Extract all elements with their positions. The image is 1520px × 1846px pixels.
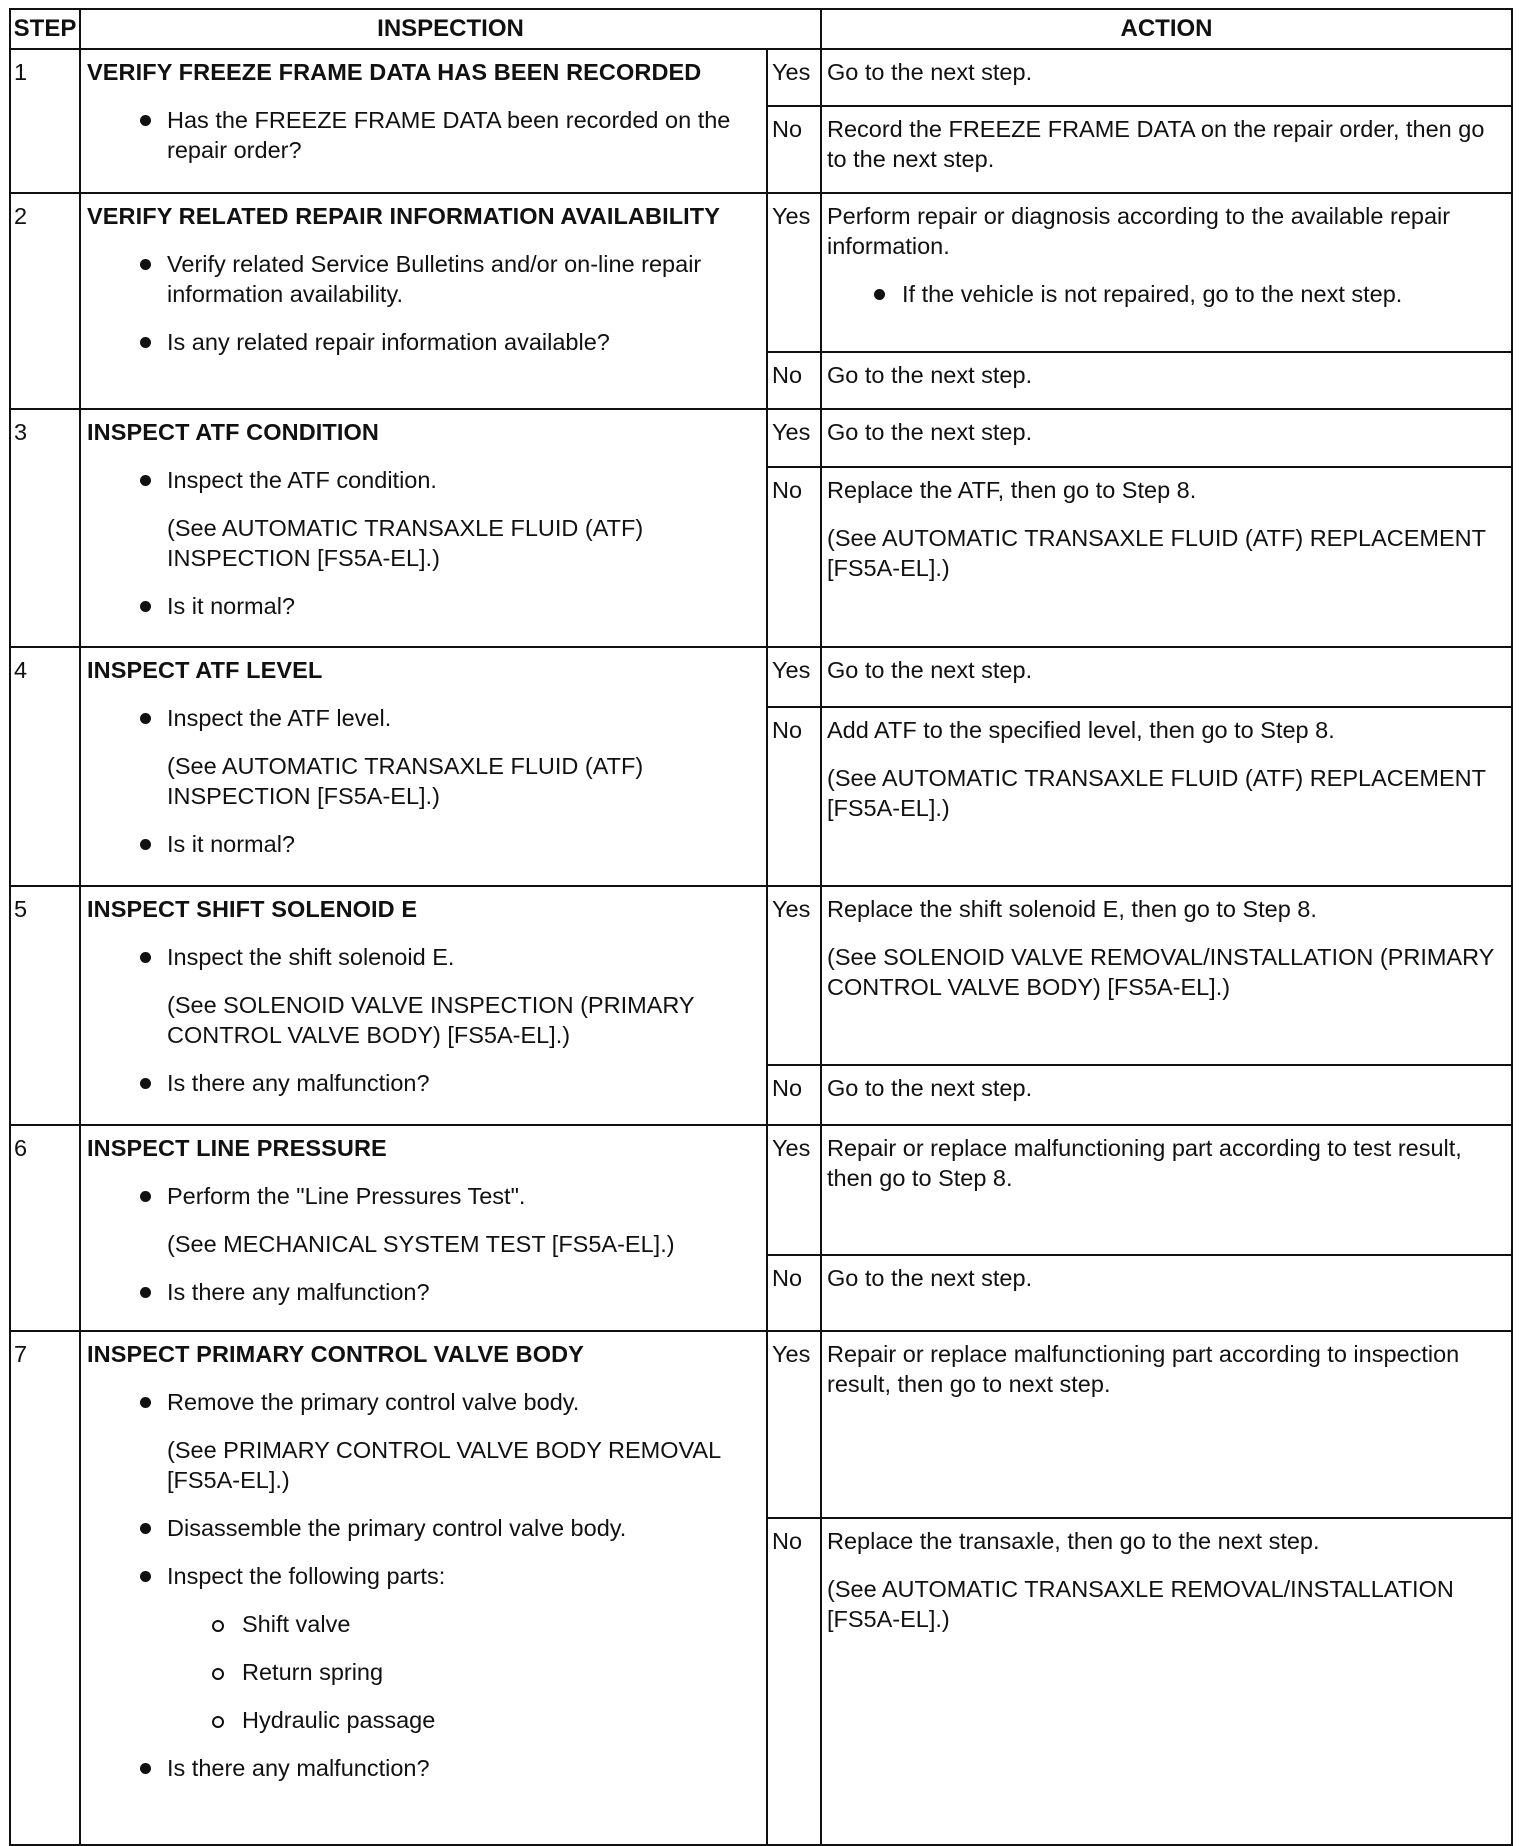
inspection-cell xyxy=(80,1125,767,1331)
step-number: 4 xyxy=(10,647,80,886)
no-label: No xyxy=(767,1518,821,1845)
table-header-row xyxy=(10,9,1512,49)
inspection-cell xyxy=(80,886,767,1125)
inspection-cell xyxy=(80,647,767,886)
no-action xyxy=(821,1255,1512,1331)
inspection-bullet: Is it normal? xyxy=(87,829,760,859)
inspection-bullet: Is there any malfunction? xyxy=(87,1753,760,1783)
step-3-yes-row xyxy=(10,409,1512,467)
action-bullet: If the vehicle is not repaired, go to the next step. xyxy=(827,279,1507,309)
yes-action xyxy=(821,409,1512,467)
yes-label: Yes xyxy=(767,647,821,707)
no-label: No xyxy=(767,1065,821,1125)
inspection-bullet: Is there any malfunction? xyxy=(87,1277,760,1307)
inspection-bullet: Is there any malfunction? xyxy=(87,1068,760,1098)
step-number: 6 xyxy=(10,1125,80,1331)
action-text: Replace the ATF, then go to Step 8. xyxy=(827,477,1197,503)
action-text: Record the FREEZE FRAME DATA on the repair order, then go to the next step. xyxy=(827,116,1485,172)
yes-label: Yes xyxy=(767,49,821,106)
step-number: 1 xyxy=(10,49,80,193)
no-label: No xyxy=(767,467,821,647)
inspection-reference: (See SOLENOID VALVE INSPECTION (PRIMARY CONTROL VALVE BODY) [FS5A-EL].) xyxy=(167,992,695,1048)
no-action xyxy=(821,1065,1512,1125)
inspection-bullet: Inspect the following parts: xyxy=(87,1561,760,1591)
inspection-reference: (See PRIMARY CONTROL VALVE BODY REMOVAL [FS5A-EL].) xyxy=(167,1437,721,1493)
action-text: Perform repair or diagnosis according to the available repair information. xyxy=(827,203,1451,259)
action-text: Go to the next step. xyxy=(827,657,1033,683)
inspection-cell xyxy=(80,1331,767,1845)
action-text: Go to the next step. xyxy=(827,1265,1033,1291)
inspection-title: VERIFY FREEZE FRAME DATA HAS BEEN RECORDED xyxy=(87,59,702,85)
step-7-yes-row xyxy=(10,1331,1512,1518)
header-action: ACTION xyxy=(821,9,1512,49)
inspection-title: INSPECT LINE PRESSURE xyxy=(87,1135,387,1161)
inspection-reference: (See AUTOMATIC TRANSAXLE FLUID (ATF) INSPECTION [FS5A-EL].) xyxy=(167,515,644,571)
no-action xyxy=(821,1518,1512,1845)
action-text: Repair or replace malfunctioning part according to test result, then go to Step 8. xyxy=(827,1135,1462,1191)
step-5-yes-row xyxy=(10,886,1512,1065)
no-action xyxy=(821,707,1512,886)
yes-action xyxy=(821,49,1512,106)
no-action xyxy=(821,106,1512,193)
inspection-cell xyxy=(80,193,767,409)
yes-label: Yes xyxy=(767,1331,821,1518)
step-1-yes-row xyxy=(10,49,1512,106)
inspection-title: INSPECT PRIMARY CONTROL VALVE BODY xyxy=(87,1341,584,1367)
step-number: 5 xyxy=(10,886,80,1125)
action-text: Go to the next step. xyxy=(827,59,1033,85)
step-6-yes-row xyxy=(10,1125,1512,1255)
inspection-reference: (See AUTOMATIC TRANSAXLE FLUID (ATF) INSPECTION [FS5A-EL].) xyxy=(167,753,644,809)
no-label: No xyxy=(767,707,821,886)
step-4-yes-row xyxy=(10,647,1512,707)
yes-action xyxy=(821,647,1512,707)
inspection-cell xyxy=(80,49,767,193)
action-text: Go to the next step. xyxy=(827,419,1033,445)
no-label: No xyxy=(767,1255,821,1331)
action-text: Go to the next step. xyxy=(827,362,1033,388)
step-number: 2 xyxy=(10,193,80,409)
diagnostic-procedure-table xyxy=(9,8,1513,1846)
inspection-bullet: Perform the "Line Pressures Test". xyxy=(87,1181,760,1211)
inspection-title: INSPECT ATF LEVEL xyxy=(87,657,323,683)
step-number: 3 xyxy=(10,409,80,647)
inspection-bullet: Inspect the ATF level. xyxy=(87,703,760,733)
no-label: No xyxy=(767,352,821,409)
yes-action xyxy=(821,1331,1512,1518)
inspection-subitem: Return spring xyxy=(87,1657,760,1687)
inspection-bullet: Verify related Service Bulletins and/or on-line repair information availability. xyxy=(87,249,760,309)
inspection-reference: (See MECHANICAL SYSTEM TEST [FS5A-EL].) xyxy=(167,1231,675,1257)
yes-label: Yes xyxy=(767,409,821,467)
inspection-bullet: Remove the primary control valve body. xyxy=(87,1387,760,1417)
step-2-yes-row xyxy=(10,193,1512,352)
yes-action xyxy=(821,1125,1512,1255)
no-action xyxy=(821,352,1512,409)
action-reference: (See AUTOMATIC TRANSAXLE FLUID (ATF) REPLACEMENT [FS5A-EL].) xyxy=(827,525,1486,581)
header-step: STEP xyxy=(10,9,80,49)
action-text: Replace the shift solenoid E, then go to Step 8. xyxy=(827,896,1317,922)
yes-action xyxy=(821,886,1512,1065)
yes-label: Yes xyxy=(767,1125,821,1255)
inspection-title: INSPECT ATF CONDITION xyxy=(87,419,379,445)
inspection-cell xyxy=(80,409,767,647)
inspection-bullet: Inspect the ATF condition. xyxy=(87,465,760,495)
action-text: Repair or replace malfunctioning part according to inspection result, then go to next step. xyxy=(827,1341,1460,1397)
inspection-bullet: Is it normal? xyxy=(87,591,760,621)
yes-action xyxy=(821,193,1512,352)
action-text: Go to the next step. xyxy=(827,1075,1033,1101)
yes-label: Yes xyxy=(767,886,821,1065)
inspection-title: VERIFY RELATED REPAIR INFORMATION AVAILABILITY xyxy=(87,203,721,229)
inspection-bullet: Is any related repair information available? xyxy=(87,327,760,357)
inspection-bullet: Disassemble the primary control valve body. xyxy=(87,1513,760,1543)
action-reference: (See AUTOMATIC TRANSAXLE FLUID (ATF) REPLACEMENT [FS5A-EL].) xyxy=(827,765,1486,821)
no-label: No xyxy=(767,106,821,193)
inspection-subitem: Shift valve xyxy=(87,1609,760,1639)
header-inspection: INSPECTION xyxy=(80,9,821,49)
action-reference: (See AUTOMATIC TRANSAXLE REMOVAL/INSTALLATION [FS5A-EL].) xyxy=(827,1576,1454,1632)
inspection-bullet: Has the FREEZE FRAME DATA been recorded on the repair order? xyxy=(87,105,760,165)
action-text: Add ATF to the specified level, then go to Step 8. xyxy=(827,717,1335,743)
no-action xyxy=(821,467,1512,647)
action-text: Replace the transaxle, then go to the next step. xyxy=(827,1528,1320,1554)
inspection-title: INSPECT SHIFT SOLENOID E xyxy=(87,896,418,922)
action-reference: (See SOLENOID VALVE REMOVAL/INSTALLATION (PRIMARY CONTROL VALVE BODY) [FS5A-EL].) xyxy=(827,944,1494,1000)
yes-label: Yes xyxy=(767,193,821,352)
step-number: 7 xyxy=(10,1331,80,1845)
inspection-subitem: Hydraulic passage xyxy=(87,1705,760,1735)
inspection-bullet: Inspect the shift solenoid E. xyxy=(87,942,760,972)
